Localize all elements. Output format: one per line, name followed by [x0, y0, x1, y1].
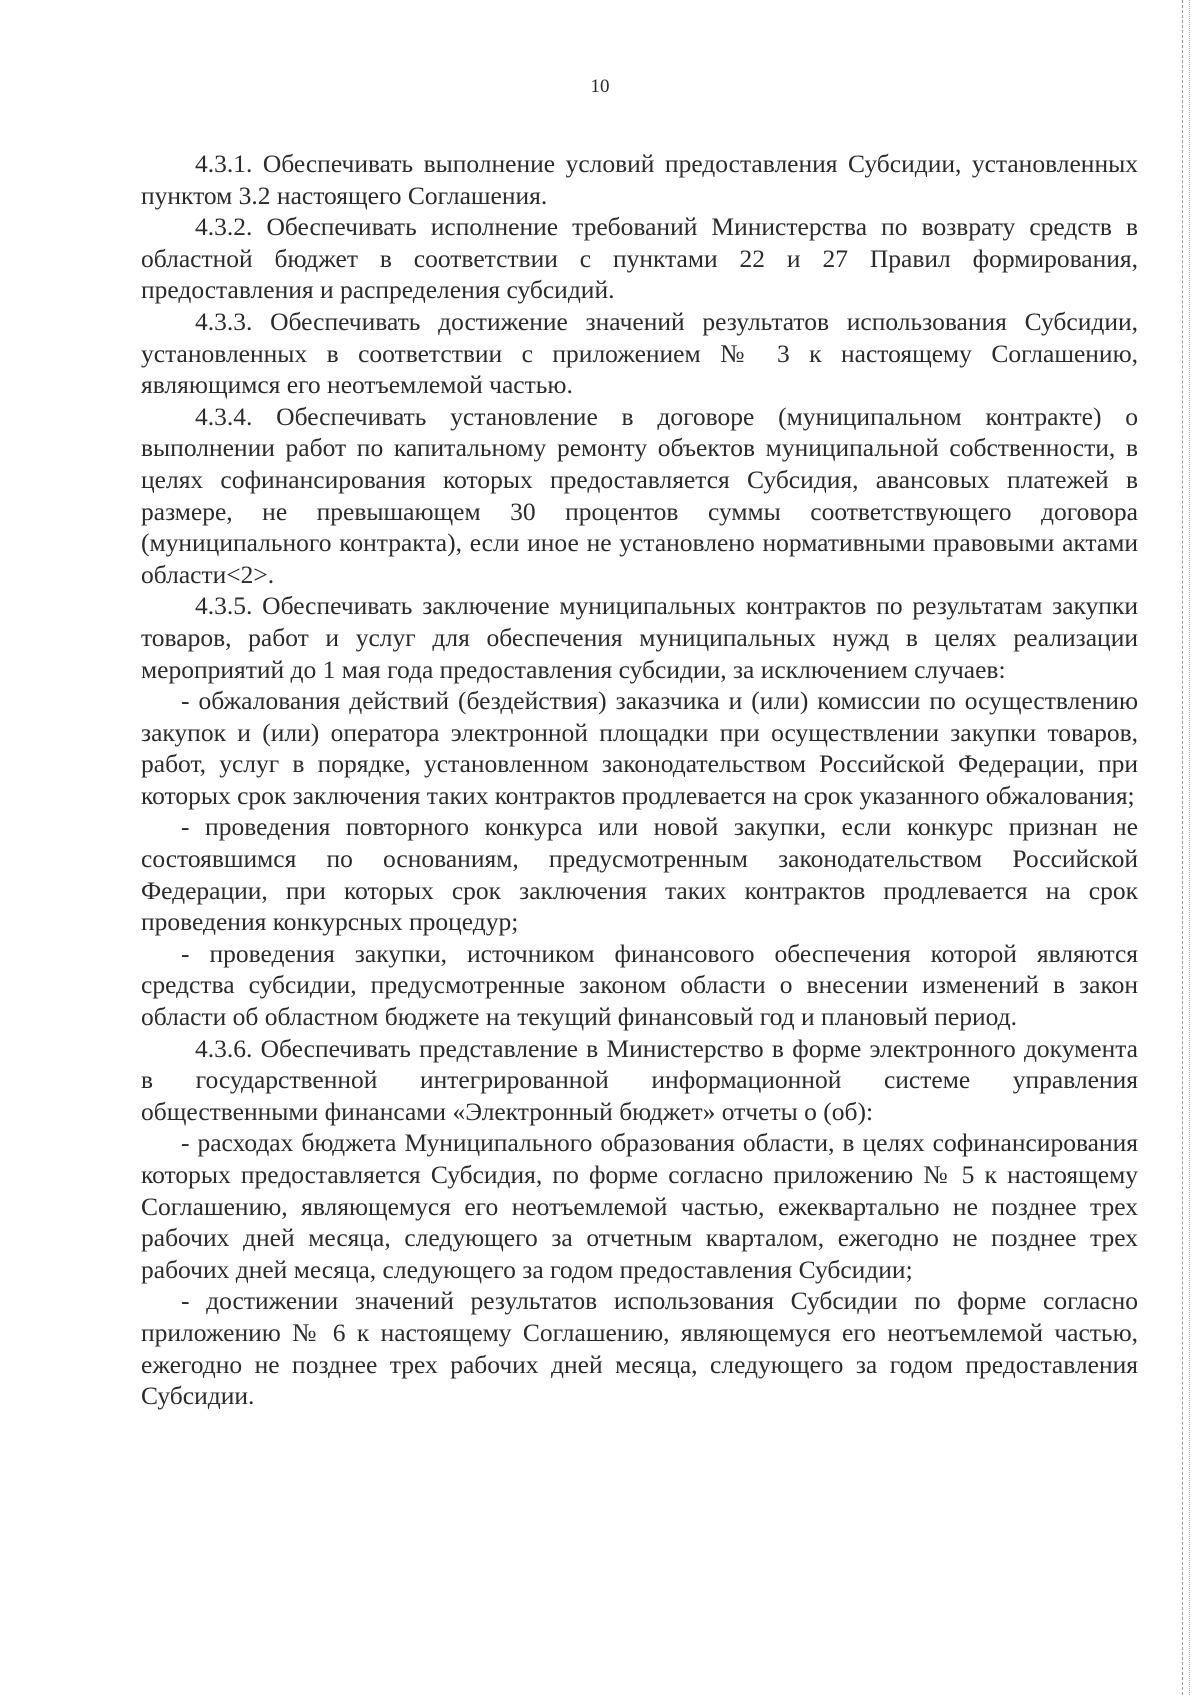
exception-item-appeal: - обжалования действий (бездействия) заказчика и (или) комиссии по осуществлению закупок и (или) оператора электронной площадки при осуществлении закупки товаров, работ, услуг в порядке, установленном законодательством Российской Федерации, при которых срок заключения таких контрактов продлевается на срок указанного обжалования; [141, 686, 1138, 810]
document-body [141, 148, 1138, 1412]
report-item-results: - достижении значений результатов использования Субсидии по форме согласно приложению № 6 к настоящему Соглашению, являющемуся его неотъемлемой частью, ежегодно не позднее трех рабочих дней месяца, следующего за годом предоставления Субсидии. [141, 1286, 1138, 1411]
scan-edge-line [1182, 0, 1184, 1695]
exception-item-repeat-tender: - проведения повторного конкурса или новой закупки, если конкурс признан не состоявшимся по основаниям, предусмотренным законодательством Российской Федерации, при которых срок заключения таких контрактов продлевается на срок проведения конкурсных процедур; [141, 812, 1138, 937]
clause-4-3-3: 4.3.3. Обеспечивать достижение значений результатов использования Субсидии, установленных в соответствии с приложением № 3 к настоящему Соглашению, являющимся его неотъемлемой частью. [141, 306, 1138, 400]
clause-4-3-4: 4.3.4. Обеспечивать установление в договоре (муниципальном контракте) о выполнении работ по капитальному ремонту объектов муниципальной собственности, в целях софинансирования которых предоставляется Субсидия, авансовых платежей в размере, не превышающем 30 процентов суммы соответствующего договора (муниципального контракта), если иное не установлено нормативными правовыми актами области<2>. [141, 401, 1138, 589]
clause-4-3-5: 4.3.5. Обеспечивать заключение муниципальных контрактов по результатам закупки товаров, работ и услуг для обеспечения муниципальных нужд в целях реализации мероприятий до 1 мая года предоставления субсидии, за исключением случаев: [141, 591, 1138, 684]
report-item-expenses: - расходах бюджета Муниципального образования области, в целях софинансирования которых предоставляется Субсидия, по форме согласно приложению № 5 к настоящему Соглашению, являющемуся его неотъемлемой частью, ежеквартально не позднее трех рабочих дней месяца, следующего за отчетным кварталом, ежегодно не позднее трех рабочих дней месяца, следующего за годом предоставления Субсидии; [141, 1128, 1138, 1284]
clause-4-3-1: 4.3.1. Обеспечивать выполнение условий предоставления Субсидии, установленных пунктом 3.2 настоящего Соглашения. [141, 149, 1138, 210]
clause-4-3-6: 4.3.6. Обеспечивать представление в Министерство в форме электронного документа в государственной интегрированной информационной системе управления общественными финансами «Электронный бюджет» отчеты о (об): [141, 1033, 1138, 1126]
page-number: 10 [590, 76, 610, 97]
clause-4-3-2: 4.3.2. Обеспечивать исполнение требований Министерства по возврату средств в областной бюджет в соответствии с пунктами 22 и 27 Правил формирования, предоставления и распределения субсидий. [141, 212, 1138, 305]
exception-item-subsidy-procurement: - проведения закупки, источником финансового обеспечения которой являются средства субсидии, предусмотренные законом области о внесении изменений в закон области об областном бюджете на текущий финансовый год и плановый период. [141, 938, 1138, 1032]
scan-edge-line-secondary [1189, 0, 1191, 1695]
